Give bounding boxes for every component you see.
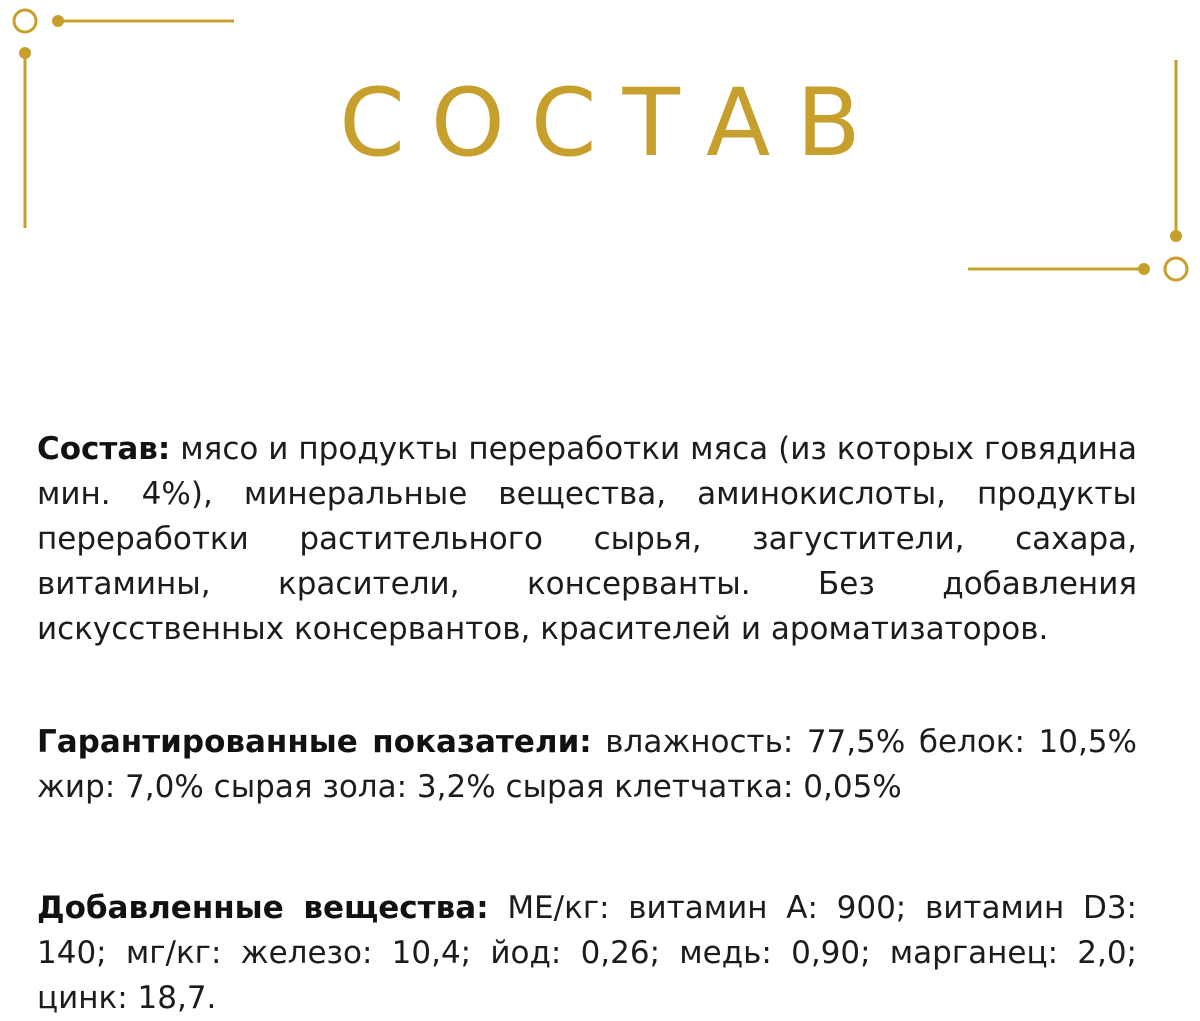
dot-ornament-icon xyxy=(1170,230,1182,242)
additives-text: МЕ/кг: витамин А: 900; витамин D3: 140; мг/кг: железо: 10,4; йод: 0,26; медь: 0,90; марганец: 2,0; цинк: 18,7. xyxy=(37,890,1137,1016)
guaranteed-label: Гарантированные показатели: xyxy=(37,724,592,760)
guaranteed-paragraph xyxy=(37,720,1137,810)
additives-paragraph xyxy=(37,886,1137,1021)
dot-ornament-icon xyxy=(1138,263,1150,275)
composition-text: мясо и продукты переработки мяса (из которых говядина мин. 4%), минеральные вещества, аминокислоты, продукты переработки растительного сырья, загустители, сахара, витамины, красители, консерванты. Без добавления искусственных консервантов, красителей и ароматизаторов. xyxy=(37,431,1137,647)
additives-label: Добавленные вещества: xyxy=(37,890,489,926)
ring-ornament-icon xyxy=(14,10,36,32)
dot-ornament-icon xyxy=(52,15,64,27)
guaranteed-text: влажность: 77,5% белок: 10,5% жир: 7,0% сырая зола: 3,2% сырая клетчатка: 0,05% xyxy=(37,724,1137,805)
dot-ornament-icon xyxy=(19,47,31,59)
composition-paragraph xyxy=(37,427,1137,652)
ring-ornament-icon xyxy=(1165,258,1187,280)
composition-label: Состав: xyxy=(37,431,171,467)
page-title: СОСТАВ xyxy=(339,69,887,178)
